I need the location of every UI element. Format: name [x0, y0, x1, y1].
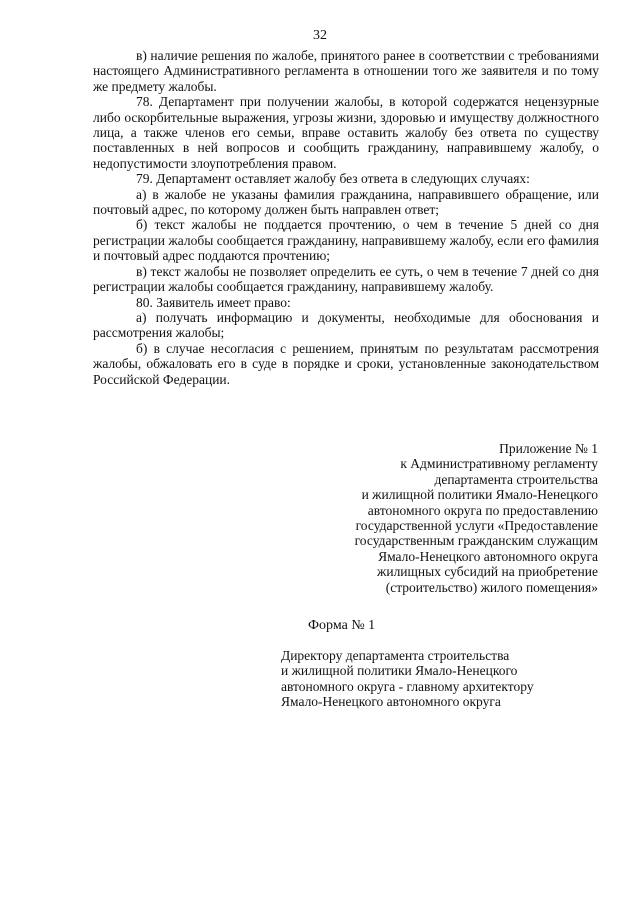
form-title: Форма № 1 — [308, 618, 376, 633]
paragraph-79-b: б) текст жалобы не поддается прочтению, о чем в течение 5 дней со дня регистрации жалобы сообщается гражданину, направившему жалобу, если его фамилия и почтовый адрес поддаются прочтению; — [93, 217, 599, 264]
paragraph-v-prior-decision: в) наличие решения по жалобе, принятого ранее в соответствии с требованиями настоящего Административного регламента в отношении того же заявителя и по тому же предмету жалобы. — [93, 48, 599, 94]
regulation-text — [93, 48, 599, 387]
addressee-block — [281, 648, 534, 710]
appendix-line: Приложение № 1 — [499, 441, 598, 456]
addressee-line: Директору департамента строительства — [281, 648, 510, 663]
page-number: 32 — [313, 28, 327, 43]
paragraph-80-b: б) в случае несогласия с решением, принятым по результатам рассмотрения жалобы, обжаловать его в суде в порядке и сроки, установленные законодательством Российской Федерации. — [93, 340, 599, 387]
paragraph-80-a: а) получать информацию и документы, необходимые для обоснования и рассмотрения жалобы; — [93, 309, 599, 341]
paragraph-78: 78. Департамент при получении жалобы, в которой содержатся нецензурные либо оскорбительные выражения, угрозы жизни, здоровью и имуществу должностного лица, а также членов его семьи, вправе оставить жалобу без ответа по существу поставленных в ней вопросов и сообщить гражданину, направившему жалобу, о недопустимости злоупотребления правом. — [93, 94, 599, 171]
paragraph-80: 80. Заявитель имеет право: — [136, 294, 291, 310]
appendix-line: государственной услуги «Предоставление — [355, 518, 598, 534]
addressee-line: автономного округа - главному архитектору — [281, 678, 534, 694]
appendix-header — [298, 441, 598, 595]
appendix-line: (строительство) жилого помещения» — [385, 579, 598, 595]
appendix-line: к Административному регламенту — [400, 456, 598, 472]
appendix-line: жилищных субсидий на приобретение — [377, 564, 598, 580]
paragraph-79-a: а) в жалобе не указаны фамилия гражданина, направившего обращение, или почтовый адрес, по которому должен быть направлен ответ; — [93, 186, 599, 218]
appendix-line: и жилищной политики Ямало-Ненецкого — [361, 487, 598, 503]
paragraph-79-v: в) текст жалобы не позволяет определить ее суть, о чем в течение 7 дней со дня регистрации жалобы сообщается гражданину, направившему жалобу. — [93, 263, 599, 295]
appendix-line: департамента строительства — [434, 471, 598, 487]
appendix-line: государственным гражданским служащим — [354, 533, 598, 549]
addressee-line: и жилищной политики Ямало-Ненецкого — [281, 663, 518, 679]
paragraph-79: 79. Департамент оставляет жалобу без ответа в следующих случаях: — [136, 171, 530, 187]
appendix-line: Ямало-Ненецкого автономного округа — [378, 548, 598, 564]
appendix-line: автономного округа по предоставлению — [367, 502, 598, 518]
addressee-line: Ямало-Ненецкого автономного округа — [281, 694, 501, 710]
